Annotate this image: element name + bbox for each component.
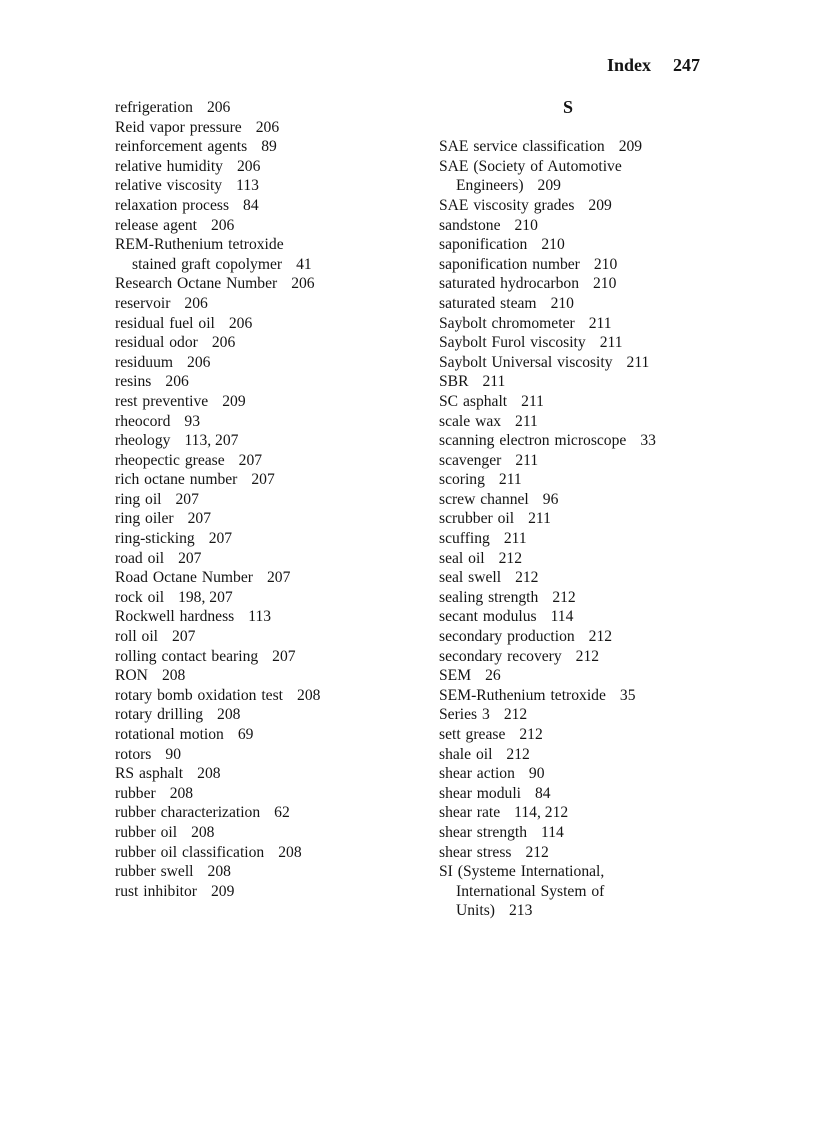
index-entry [115,882,415,902]
index-page-ref: 26 [485,667,501,685]
index-page-ref: 211 [515,412,538,430]
index-entry [115,784,415,804]
index-entry [439,862,739,882]
index-term: saturated steam [439,294,537,312]
index-term: Reid vapor pressure [115,118,242,136]
index-page-ref: 93 [184,412,201,430]
index-page-ref: 207 [175,490,199,508]
index-page-ref: 207 [178,549,202,567]
index-term: rock oil [115,588,165,606]
index-page-ref: 210 [593,255,618,273]
index-page-ref: 208 [217,706,241,724]
index-term: Units) [456,902,495,920]
index-term: secondary production [439,628,575,646]
index-term: seal oil [439,549,485,567]
index-page-ref: 206 [210,216,235,234]
index-page-ref: 208 [278,843,302,861]
index-entry [439,137,739,157]
index-entry [115,607,415,627]
index-page-ref: 206 [228,314,253,332]
index-entry [439,353,739,373]
index-page-ref: 211 [498,471,522,489]
index-term: scrubber oil [439,510,515,528]
index-term: rotary drilling [115,706,204,724]
index-term: scuffing [439,530,490,548]
index-term: Research Octane Number [115,275,278,293]
index-entry [115,216,415,236]
index-page-ref: 89 [261,138,277,156]
index-entry [115,392,415,412]
section-letter: S [562,97,573,117]
index-term: REM-Ruthenium tetroxide [115,236,284,254]
index-entry [439,666,739,686]
index-term: ring-sticking [115,530,195,548]
index-entry [115,823,415,843]
index-term: shale oil [439,745,493,763]
index-entry [439,470,739,490]
index-term: rheocord [115,412,171,430]
index-entry [439,216,739,236]
index-term: relaxation process [115,196,230,214]
index-term: International System of [456,882,605,900]
index-term: Saybolt chromometer [439,314,575,332]
index-term: reservoir [115,294,171,312]
index-term: release agent [115,216,197,234]
index-entry [115,431,415,451]
index-entry [115,176,415,196]
index-page-ref: 207 [251,471,275,489]
index-page-ref: 114 [541,823,564,841]
index-term: secant modulus [439,608,537,626]
index-term: ring oil [115,490,162,508]
index-term: scavenger [439,451,502,469]
index-term: Saybolt Universal viscosity [439,353,613,371]
index-page-ref: 113, 207 [184,432,239,450]
index-term: refrigeration [115,99,193,116]
index-term: residual odor [115,334,198,352]
index-term: SI (Systeme International, [439,863,605,881]
index-page-ref: 62 [274,804,290,822]
index-term: SEM [439,667,472,685]
index-entry [115,314,415,334]
index-entry [115,509,415,529]
index-entry [439,274,739,294]
index-entry [115,333,415,353]
index-page-ref: 114, 212 [514,804,569,822]
index-term: rheology [115,432,171,450]
index-page-ref: 209 [211,882,235,900]
index-entry [439,568,739,588]
index-entry [439,314,739,334]
index-term: relative viscosity [115,177,223,195]
index-term: RS asphalt [115,765,184,783]
index-term: saturated hydrocarbon [439,275,579,293]
index-page-ref: 211 [515,451,539,469]
index-term: Saybolt Furol viscosity [439,334,586,352]
index-page-ref: 211 [482,373,506,391]
index-term: RON [115,667,148,685]
index-term: sett grease [439,726,506,743]
index-page-ref: 210 [514,216,538,234]
index-term: saponification [439,236,528,254]
index-page-ref: 212 [525,843,549,861]
index-term: rest preventive [115,392,209,410]
index-entry [439,549,739,569]
index-term: Road Octane Number [115,569,253,587]
index-page-ref: 210 [593,275,617,293]
index-entry [439,686,739,706]
index-page-ref: 113 [248,608,272,626]
index-term: rotary bomb oxidation test [115,686,284,704]
index-entry [115,274,415,294]
index-term: rolling contact bearing [115,647,259,665]
index-page-ref: 209 [588,196,612,214]
index-column-left [115,98,415,901]
index-page-ref: 210 [541,236,565,254]
index-term: relative humidity [115,157,223,175]
index-entry [115,294,415,314]
index-entry [115,529,415,549]
index-entry [439,764,739,784]
index-term: rotational motion [115,726,224,743]
index-term: shear moduli [439,784,521,802]
index-entry-continuation [439,882,739,902]
index-page-ref: 114 [550,608,574,626]
index-entry [439,823,739,843]
index-page-ref: 212 [515,569,539,587]
index-page-ref: 207 [272,647,296,665]
index-page-ref: 211 [521,392,544,410]
index-term: SBR [439,373,469,391]
page-number: 247 [673,55,700,75]
index-term: rubber oil classification [115,843,265,861]
index-term: rheopectic grease [115,451,225,469]
index-page-ref: 212 [552,588,576,606]
index-term: rubber oil [115,823,178,841]
index-page-ref: 35 [619,686,636,704]
index-term: SAE viscosity grades [439,196,575,214]
index-entry [115,686,415,706]
index-entry [439,529,739,549]
index-entry [439,431,739,451]
index-page-ref: 208 [297,686,321,704]
index-term: Rockwell hardness [115,608,235,626]
index-term: secondary recovery [439,647,562,665]
index-page-ref: 211 [528,510,551,528]
index-page-ref: 212 [588,628,613,646]
index-page-ref: 206 [255,118,280,136]
index-page-ref: 207 [172,628,196,646]
index-entry [115,627,415,647]
index-entry [439,235,739,255]
index-entry [115,549,415,569]
index-page-ref: 206 [211,334,236,352]
index-page-ref: 208 [207,863,231,881]
index-entry [115,412,415,432]
index-entry [439,412,739,432]
index-entry [439,647,739,667]
index-entry [115,568,415,588]
index-entry [115,98,415,118]
index-entry [439,705,739,725]
index-term: screw channel [439,490,529,508]
index-page-ref: 69 [237,726,254,743]
index-entry [115,235,415,255]
index-page-ref: 206 [165,373,189,391]
index-page-ref: 212 [575,647,600,665]
index-entry [439,157,739,177]
index-page-ref: 207 [238,451,263,469]
index-page-ref: 212 [506,745,530,763]
index-entry [439,333,739,353]
index-page-ref: 208 [169,784,194,802]
index-entry [115,196,415,216]
index-entry [439,490,739,510]
index-term: shear rate [439,804,501,822]
index-page-ref: 96 [542,490,559,508]
index-entry [115,725,415,745]
index-page-ref: 206 [236,157,261,175]
index-entry [115,647,415,667]
index-entry [439,588,739,608]
index-term: rubber swell [115,863,194,881]
index-entry [439,451,739,471]
index-page-ref: 206 [187,353,211,371]
index-term: rubber characterization [115,804,261,822]
index-entry [115,862,415,882]
index-page-ref: 90 [165,745,181,763]
index-page-ref: 212 [519,726,543,743]
index-page-ref: 90 [528,765,545,783]
index-entry [439,294,739,314]
index-column-right [439,98,739,921]
index-term: residual fuel oil [115,314,215,332]
index-page-ref: 212 [503,706,528,724]
index-page-ref: 33 [640,432,656,450]
index-entry [439,196,739,216]
index-entry-continuation [439,901,739,921]
index-term: shear stress [439,843,512,861]
index-entry [439,745,739,765]
index-term: Series 3 [439,706,490,724]
index-entry [439,607,739,627]
index-page-ref: 209 [618,138,643,156]
index-page-ref: 41 [296,255,312,273]
index-entry [115,588,415,608]
index-page-ref: 209 [537,177,561,195]
index-entry [439,392,739,412]
index-term: sealing strength [439,588,539,606]
index-entry [439,255,739,275]
index-term: Engineers) [456,177,524,195]
index-page-ref: 208 [197,765,221,783]
index-page-ref: 213 [508,902,533,920]
index-entry [439,627,739,647]
index-page-ref: 211 [588,314,612,332]
index-entry [115,490,415,510]
index-term: rotors [115,745,152,763]
index-page-ref: 209 [222,392,246,410]
index-term: rust inhibitor [115,882,197,900]
index-entry [439,803,739,823]
index-entry-continuation [115,255,415,275]
index-entry [115,803,415,823]
running-head: Index [606,55,651,75]
index-page-ref: 211 [626,353,650,371]
index-page-ref: 84 [243,196,259,214]
index-page-ref: 207 [208,530,233,548]
index-term: roll oil [115,628,159,646]
page-header [607,55,700,76]
index-term: ring oiler [115,510,174,528]
index-page-ref: 198, 207 [178,588,233,606]
index-entry-continuation [439,176,739,196]
index-entry [439,843,739,863]
index-term: SAE (Society of Automotive [439,157,622,175]
index-term: road oil [115,549,165,567]
index-term: shear strength [439,823,528,841]
index-term: scale wax [439,412,502,430]
index-entry [115,705,415,725]
index-entry [439,725,739,745]
index-term: seal swell [439,569,502,587]
index-page-ref: 208 [161,667,186,685]
index-page-ref: 211 [503,530,527,548]
index-term: reinforcement agents [115,138,248,156]
index-term: residuum [115,353,174,371]
index-page-ref: 211 [599,334,623,352]
index-entry [115,118,415,138]
index-page-ref: 84 [534,784,551,802]
index-page-ref: 207 [187,510,211,528]
index-term: resins [115,373,152,391]
index-term: SC asphalt [439,392,508,410]
index-entry [439,372,739,392]
index-entry [115,157,415,177]
index-page-ref: 212 [498,549,522,567]
index-entry [115,764,415,784]
index-term: scoring [439,471,485,489]
index-entry [115,745,415,765]
index-term: shear action [439,765,515,783]
index-page-ref: 113 [236,177,259,195]
index-entry [115,843,415,863]
index-entry [439,509,739,529]
index-term: rubber [115,784,156,802]
index-term: sandstone [439,216,501,234]
index-page-ref: 207 [266,569,291,587]
index-entry [115,372,415,392]
index-page-ref: 208 [191,823,215,841]
index-term: stained graft copolymer [132,255,283,273]
index-page-ref: 210 [550,294,574,312]
index-term: saponification number [439,255,580,273]
index-page-ref: 206 [184,294,208,312]
index-term: rich octane number [115,471,238,489]
index-entry [115,666,415,686]
index-page-ref: 206 [291,275,315,293]
index-entry [115,353,415,373]
index-term: scanning electron microscope [439,432,627,450]
index-term: SAE service classification [439,138,605,156]
index-entry [115,137,415,157]
index-entry [115,470,415,490]
index-page-ref: 206 [206,99,231,116]
index-entry [115,451,415,471]
index-term: SEM-Ruthenium tetroxide [439,686,606,704]
index-entry [439,784,739,804]
